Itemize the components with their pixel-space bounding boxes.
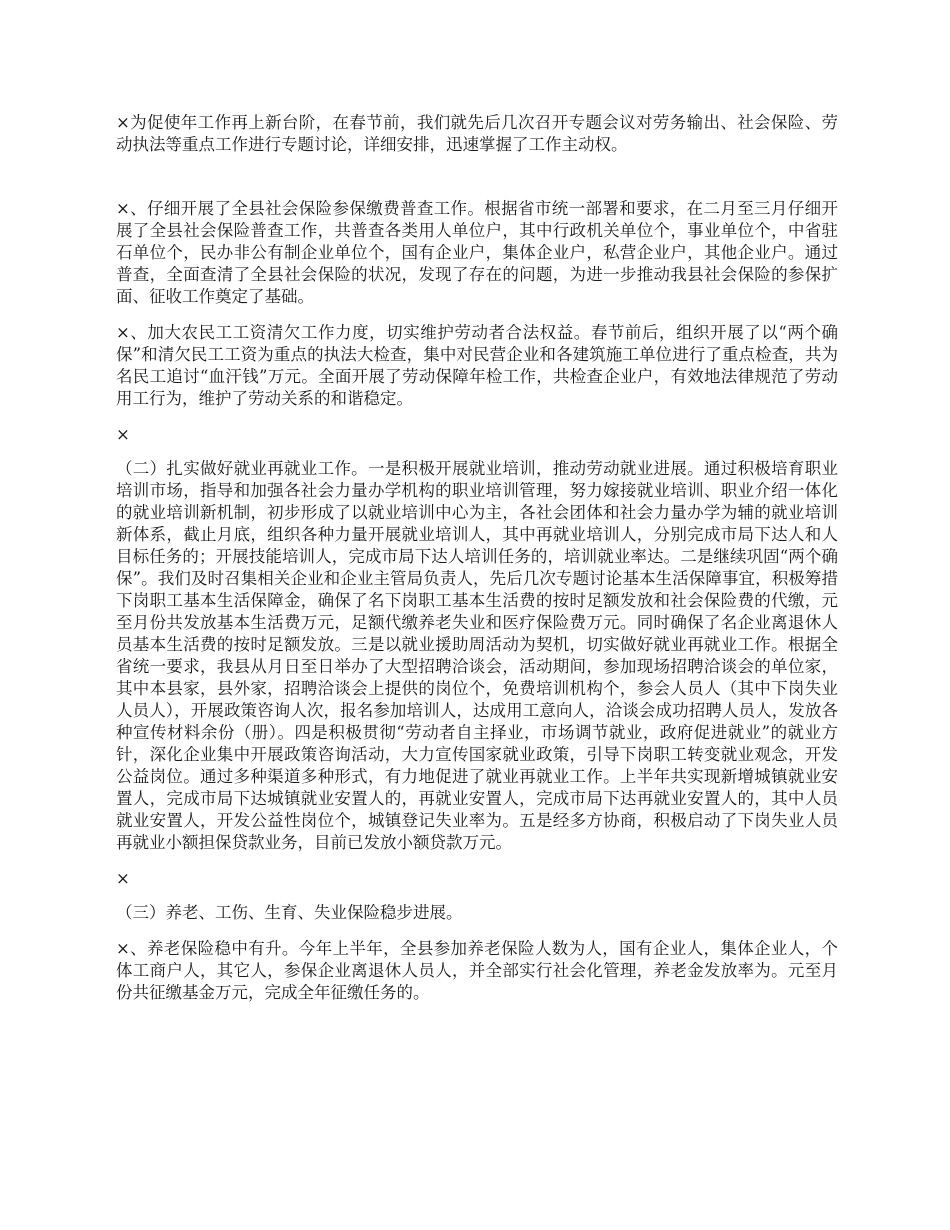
paragraph-social-insurance-census: ×、仔细开展了全县社会保险参保缴费普查工作。根据省市统一部署和要求，在二月至三月仔细开展了全县社会保险普查工作，共普查各类用人单位户，其中行政机关单位个，事业单位个，中省驻石单位个，民办非公有制企业单位个，国有企业户，集体企业户，私营企业户，其他企业户。通过普查，全面查清了全县社会保险的状况，发现了存在的问题，为进一步推动我县社会保险的参保扩面、征收工作奠定了基础。 — [116, 199, 838, 306]
paragraph-marker: × — [116, 425, 130, 444]
paragraph-employment: （二）扎实做好就业再就业工作。一是积极开展就业培训，推动劳动就业进展。通过积极培育职业培训市场，指导和加强各社会力量办学机构的职业培训管理，努力嫁接就业培训、职业介绍一体化的就业培训新机制，初步形成了以就业培训中心为主，各社会团体和社会力量办学为辅的就业培训新体系，截止月底，组织各种力量开展就业培训人，其中再就业培训人，分别完成市局下达人和人目标任务的；开展技能培训人，完成市局下达人培训任务的，培训就业率达。二是继续巩固“两个确保”。我们及时召集相关企业和企业主管局负责人，先后几次专题讨论基本生活保障事宜，积极筹措下岗职工基本生活保障金，确保了名下岗职工基本生活费的按时足额发放和社会保险费的代缴，元至月份共发放基本生活费万元，足额代缴养老失业和医疗保险费万元。同时确保了名企业离退休人员基本生活费的按时足额发放。三是以就业援助周活动为契机，切实做好就业再就业工作。根据全省统一要求，我县从月日至日举办了大型招聘洽谈会，活动期间，参加现场招聘洽谈会的单位家，其中本县家，县外家，招聘洽谈会上提供的岗位个，免费培训机构个，参会人员人（其中下岗失业人员人），开展政策咨询人次，报名参加培训人，达成用工意向人，洽谈会成功招聘人员人，发放各种宣传材料余份（册）。四是积极贯彻“劳动者自主择业，市场调节就业，政府促进就业”的就业方针，深化企业集中开展政策咨询活动，大力宣传国家就业政策，引导下岗职工转变就业观念，开发公益岗位。通过多种渠道多种形式，有力地促进了就业再就业工作。上半年共实现新增城镇就业安置人，完成市局下达城镇就业安置人的，再就业安置人，完成市局下达再就业安置人的，其中人员就业安置人，开发公益性岗位个，城镇登记失业率为。五是经多方协商，积极启动了下岗失业人员再就业小额担保贷款业务，目前已发放小额贷款万元。 — [116, 459, 838, 852]
document-body — [116, 112, 838, 1018]
paragraph-intro: ×为促使年工作再上新台阶，在春节前，我们就先后几次召开专题会议对劳务输出、社会保险、劳动执法等重点工作进行专题讨论，详细安排，迅速掌握了工作主动权。 — [116, 113, 838, 154]
paragraph-wage-arrears: ×、加大农民工工资清欠工作力度，切实维护劳动者合法权益。春节前后，组织开展了以“两个确保”和清欠民工工资为重点的执法大检查，集中对民营企业和各建筑施工单位进行了重点检查，共为名民工追讨“血汗钱”万元。全面开展了劳动保障年检工作，共检查企业户，有效地法律规范了劳动用工行为，维护了劳动关系的和谐稳定。 — [116, 323, 838, 408]
section-heading-insurance: （三）养老、工伤、生育、失业保险稳步进展。 — [116, 903, 463, 922]
paragraph-marker: × — [116, 869, 130, 888]
paragraph-pension-insurance: ×、养老保险稳中有升。今年上半年，全县参加养老保险人数为人，国有企业人，集体企业人，个体工商户人，其它人，参保企业离退休人员人，并全部实行社会化管理，养老金发放率为。元至月份共征缴基金万元，完成全年征缴任务的。 — [116, 939, 838, 1002]
